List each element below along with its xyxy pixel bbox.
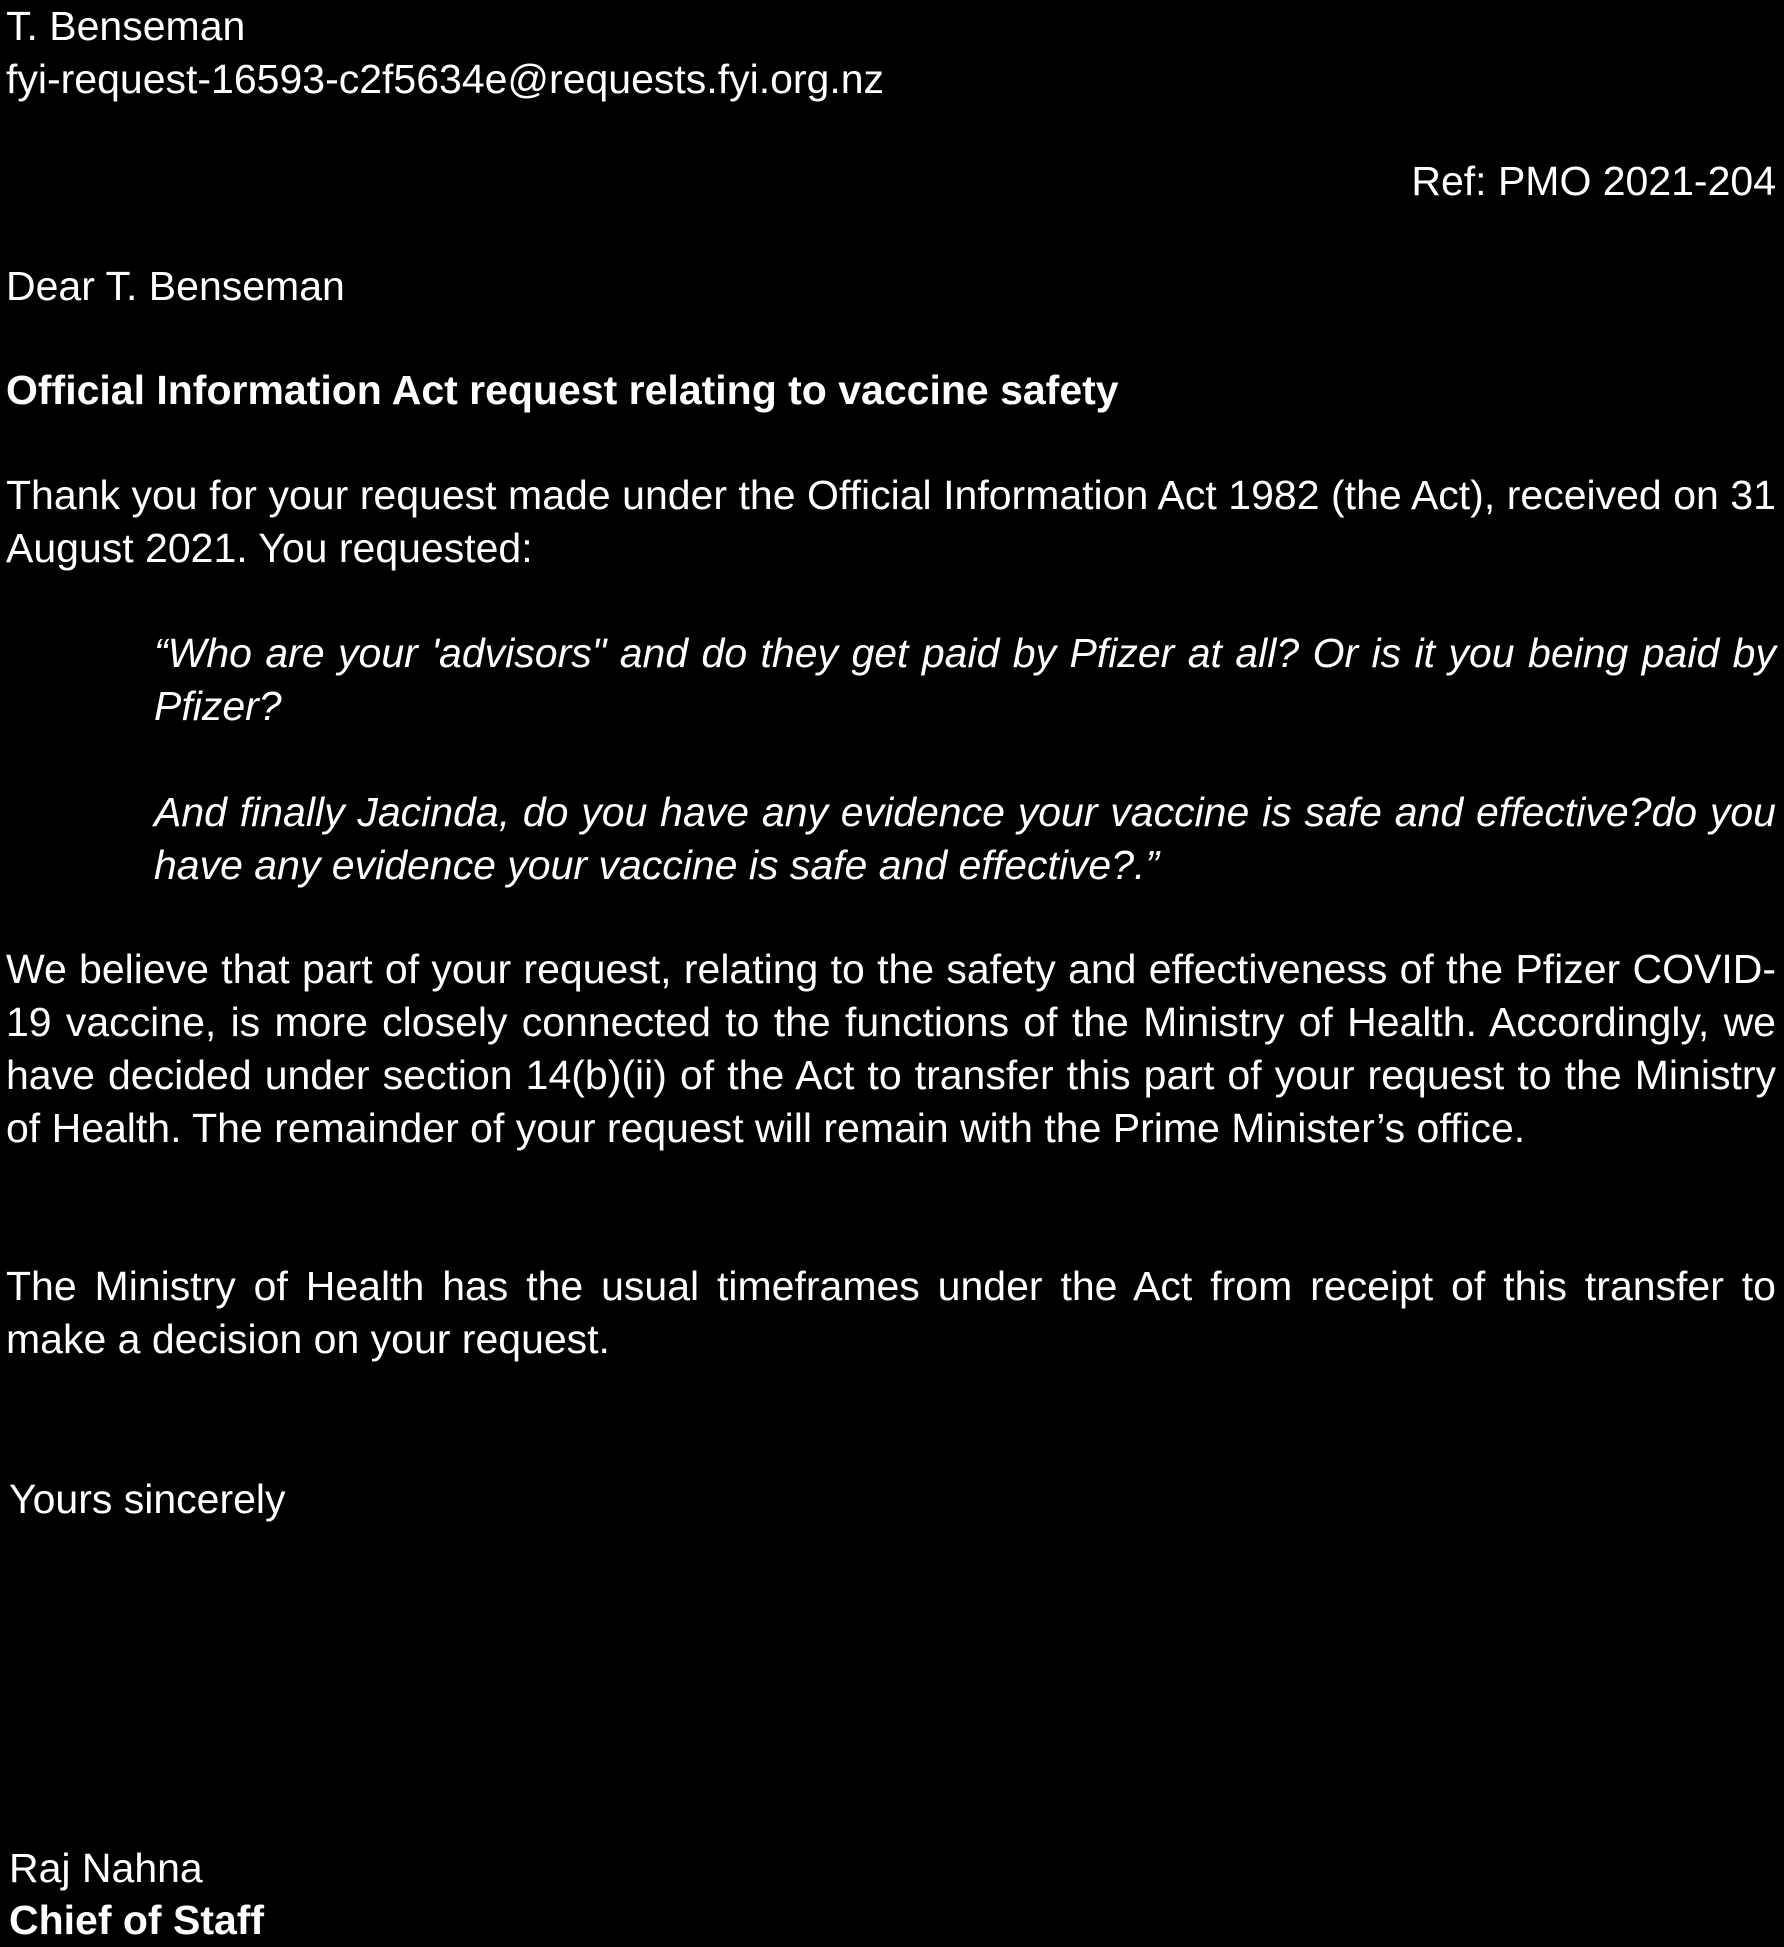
quoted-request-1: “Who are your 'advisors" and do they get paid by Pfizer at all? Or is it you being paid by Pfizer? [154, 630, 1776, 729]
subject-heading: Official Information Act request relating to vaccine safety [6, 367, 1119, 413]
intro-paragraph: Thank you for your request made under the Official Information Act 1982 (the Act), received on 31 August 2021. You requested: [6, 472, 1776, 571]
reference-number: Ref: PMO 2021-204 [1411, 158, 1776, 204]
timeframe-paragraph: The Ministry of Health has the usual timeframes under the Act from receipt of this transfer to make a decision on your request. [6, 1263, 1776, 1362]
signatory-name: Raj Nahna [9, 1845, 203, 1891]
recipient-block [6, 0, 884, 106]
recipient-email: fyi-request-16593-c2f5634e@requests.fyi.org.nz [6, 56, 885, 102]
salutation: Dear T. Benseman [6, 263, 345, 309]
recipient-name: T. Benseman [6, 3, 246, 49]
closing: Yours sincerely [9, 1476, 286, 1522]
quoted-request-2: And finally Jacinda, do you have any evidence your vaccine is safe and effective?do you have any evidence your vaccine is safe and effective?.” [154, 789, 1776, 888]
transfer-paragraph: We believe that part of your request, relating to the safety and effectiveness of the Pfizer COVID-19 vaccine, is more closely connected to the functions of the Ministry of Health. Accordingly, we have decided under section 14(b)(ii) of the Act to transfer this part of your request to the Ministry of Health. The remainder of your request will remain with the Prime Minister’s office. [6, 946, 1776, 1151]
signatory-title: Chief of Staff [9, 1897, 265, 1943]
